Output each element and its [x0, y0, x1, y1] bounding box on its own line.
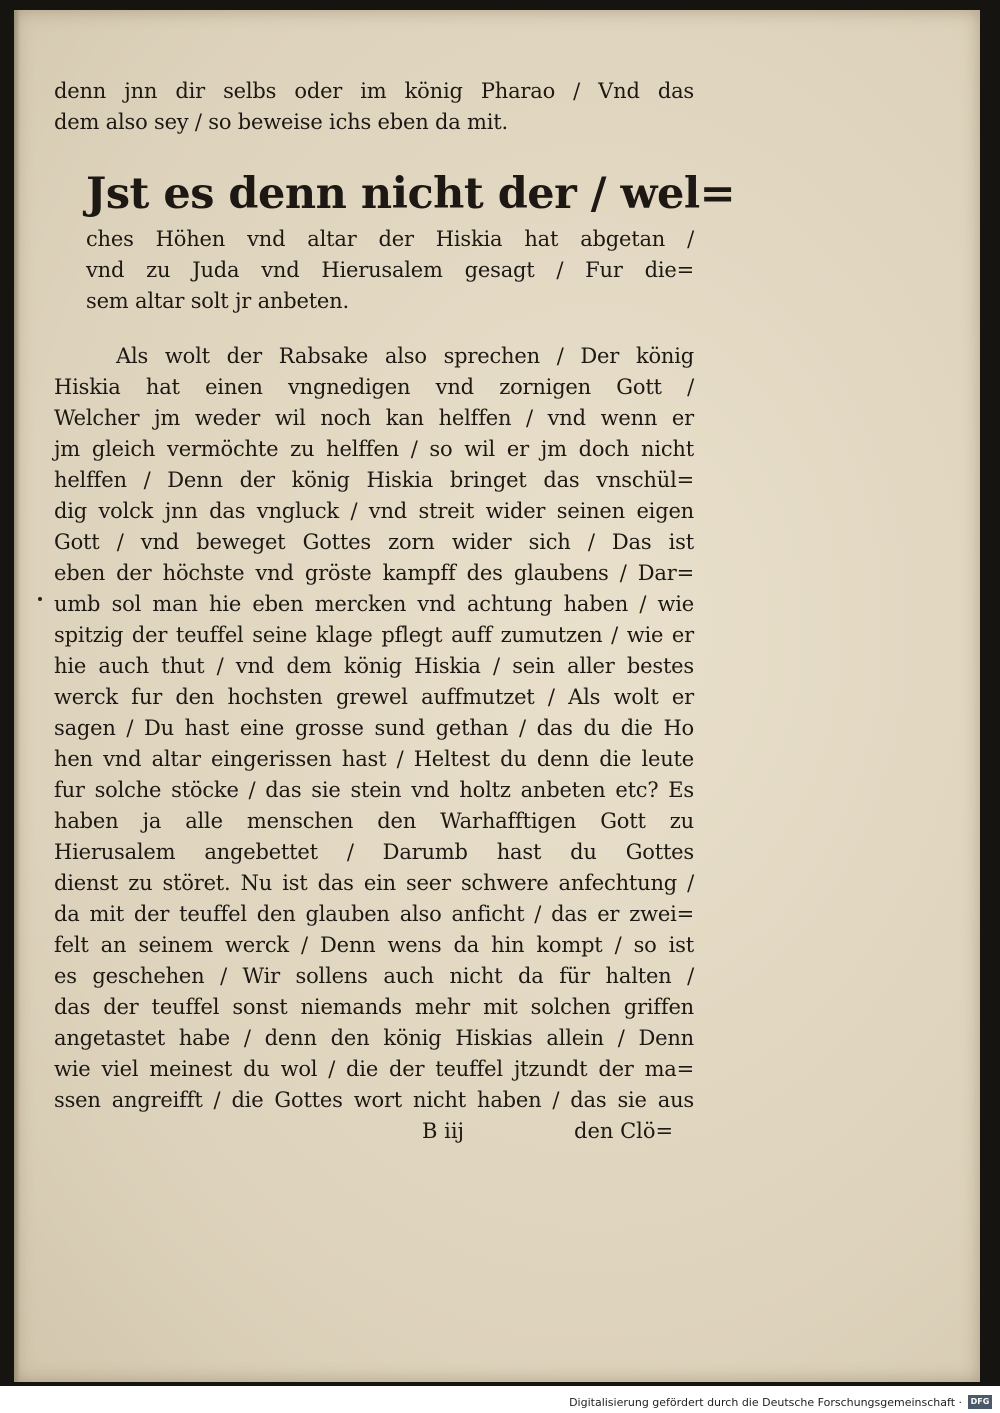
body-line: haben ja alle menschen den Warhafftigen Gott zu	[54, 809, 694, 833]
body-line: eben der höchste vnd gröste kampff des glaubens / Dar=	[54, 561, 694, 585]
body-line: umb sol man hie eben mercken vnd achtung haben / wie	[54, 592, 694, 616]
body-line: Hiskia hat einen vngnedigen vnd zornigen Gott /	[54, 375, 694, 399]
body-line: es geschehen / Wir sollens auch nicht da für halten /	[54, 964, 694, 988]
body-line: sagen / Du hast eine grosse sund gethan / das du die Ho	[54, 716, 694, 740]
body-line: Gott / vnd beweget Gottes zorn wider sich / Das ist	[54, 530, 694, 554]
body-line: werck fur den hochsten grewel auffmutzet / Als wolt er	[54, 685, 694, 709]
body-line: das der teuffel sonst niemands mehr mit solchen griffen	[54, 995, 694, 1019]
body-line: fur solche stöcke / das sie stein vnd holtz anbeten etc? Es	[54, 778, 694, 802]
body-line: Hierusalem angebettet / Darumb hast du Gottes	[54, 840, 694, 864]
heading-line: vnd zu Juda vnd Hierusalem gesagt / Fur die=	[86, 258, 694, 282]
section-heading: Jst es denn nicht der / wel=	[86, 169, 736, 219]
body-line: hie auch thut / vnd dem könig Hiskia / sein aller bestes	[54, 654, 694, 678]
body-line: angetastet habe / denn den könig Hiskias allein / Denn	[54, 1026, 694, 1050]
body-line: felt an seinem werck / Denn wens da hin kompt / so ist	[54, 933, 694, 957]
heading-line: ches Höhen vnd altar der Hiskia hat abgetan /	[86, 227, 694, 251]
heading-line: sem altar solt jr anbeten.	[86, 289, 349, 313]
dfg-logo-icon: DFG	[968, 1395, 992, 1409]
body-line: ssen angreifft / die Gottes wort nicht haben / das sie aus	[54, 1088, 694, 1112]
page-binding-edge	[14, 10, 20, 1382]
body-line: spitzig der teuffel seine klage pflegt auff zumutzen / wie er	[54, 623, 694, 647]
body-line: hen vnd altar eingerissen hast / Heltest du denn die leute	[54, 747, 694, 771]
page-text	[54, 76, 736, 1147]
body-line: da mit der teuffel den glauben also anficht / das er zwei=	[54, 902, 694, 926]
body-line: jm gleich vermöchte zu helffen / so wil er jm doch nicht	[54, 437, 694, 461]
body-line: dienst zu störet. Nu ist das ein seer schwere anfechtung /	[54, 871, 694, 895]
page-foot-line	[54, 1116, 694, 1147]
margin-mark	[38, 597, 42, 601]
body-line: Welcher jm weder wil noch kan helffen / vnd wenn er	[54, 406, 694, 430]
body-line: helffen / Denn der könig Hiskia bringet das vnschül=	[54, 468, 694, 492]
footer-credit: Digitalisierung gefördert durch die Deutsche Forschungsgemeinschaft ·	[569, 1396, 962, 1409]
catchword: den Clö=	[574, 1119, 674, 1143]
signature-mark: B iij	[422, 1119, 465, 1143]
text-line: denn jnn dir selbs oder im könig Pharao / Vnd das	[54, 79, 694, 103]
body-line: wie viel meinest du wol / die der teuffel jtzundt der ma=	[54, 1057, 694, 1081]
body-line: dig volck jnn das vngluck / vnd streit wider seinen eigen	[54, 499, 694, 523]
body-line: Als wolt der Rabsake also sprechen / Der könig	[116, 344, 694, 368]
text-line: dem also sey / so beweise ichs eben da mit.	[54, 110, 508, 134]
